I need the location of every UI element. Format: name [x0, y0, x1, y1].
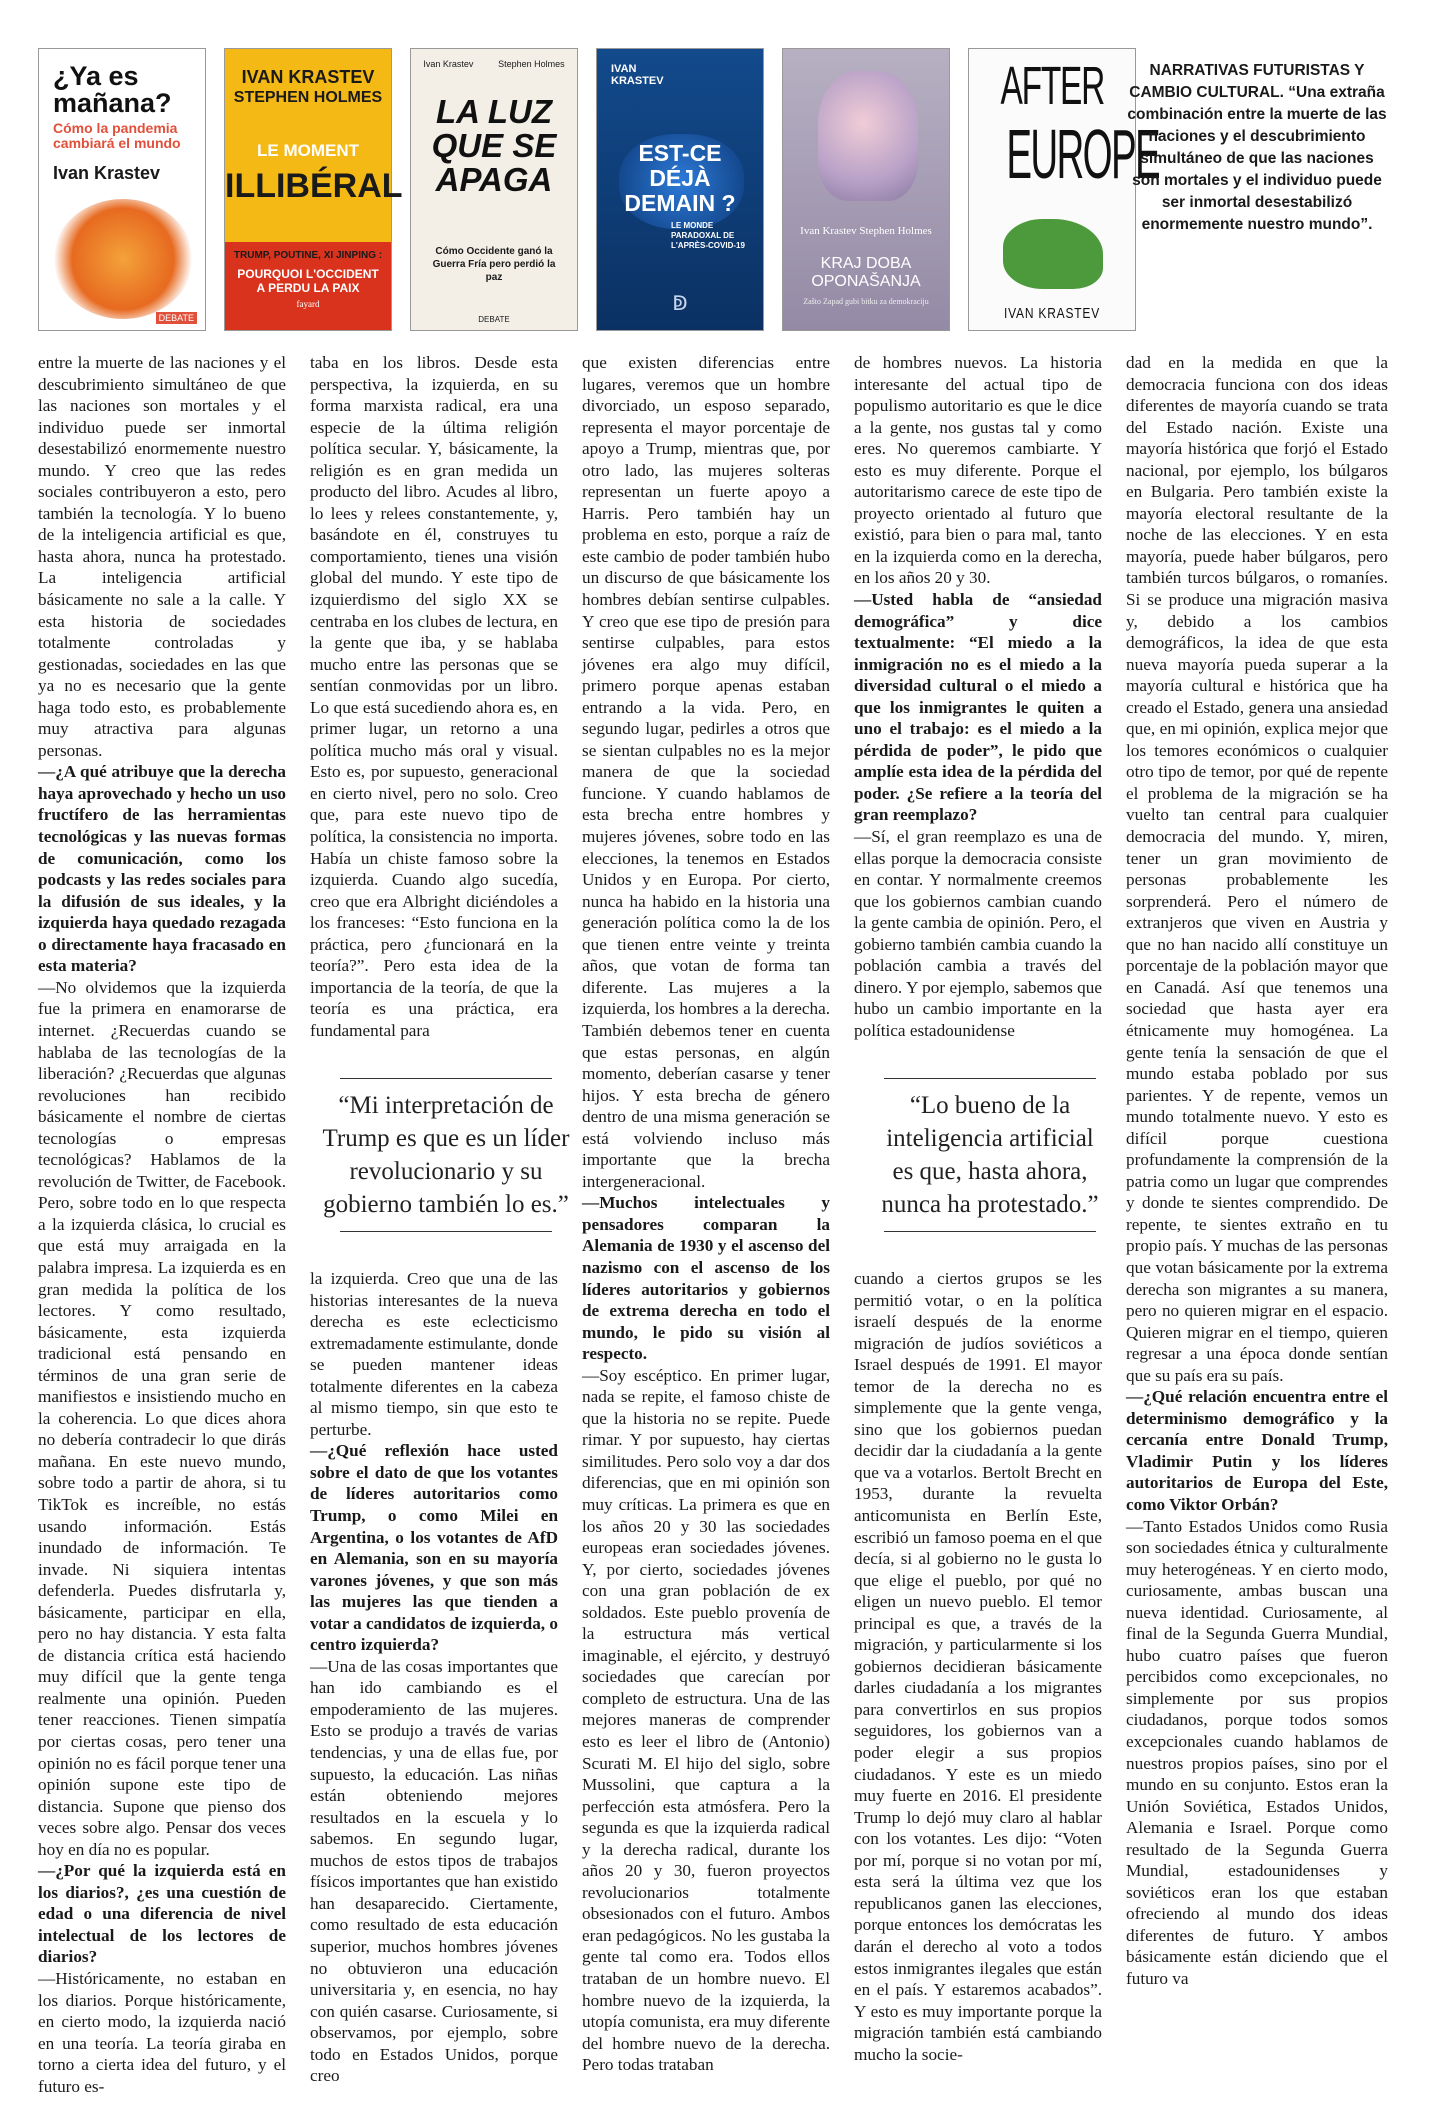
- column-2-top: [310, 352, 558, 1042]
- book-subtitle-1: TRUMP, POUTINE, XI JINPING :: [233, 250, 383, 261]
- book-author: Ivan Krastev: [53, 163, 161, 183]
- europe-map-illustration: [1003, 219, 1103, 289]
- book-title: EST-CE DÉJÀ DEMAIN ?: [624, 140, 736, 216]
- paragraph: —Una de las cosas importantes que han ido cambiando es el empoderamiento de las mujeres. Esto se produjo a través de varias tendencias, y una de ellas fue, por supuesto, la educación. Las niñas están obteniendo mejores resultados en la escuela y lo sabemos. En segundo lugar, muchos de estos tipos de trabajos físicos importantes que han existido han desaparecido. Ciertamente, como resultado de esta educación superior, muchos hombres jóvenes no obtuvieron una educación universitaria y, en esencia, no hay con quién casarse. Curiosamente, si observamos, por ejemplo, sobre todo en Estados Unidos, porque creo: [310, 1656, 558, 2086]
- book-author-1: IVAN KRASTEV: [241, 67, 375, 87]
- book-author: IVAN KRASTEV: [1003, 305, 1101, 322]
- book-cover-kraj-doba-oponasanja: [782, 48, 950, 331]
- column-5: [1126, 352, 1388, 1990]
- question: —¿A qué atribuye que la derecha haya aprovechado y hecho un uso fructífero de las herramientas tecnológicas y las nuevas formas de comunicación, como los podcasts y las redes sociales para la difusión de sus ideales, y la izquierda haya quedado rezagada o directamente haya fracasado en esta materia?: [38, 762, 286, 976]
- sun-illustration: [53, 199, 193, 319]
- book-author-1: Ivan Krastev: [423, 59, 474, 69]
- publisher-logo: fayard: [296, 299, 320, 309]
- paragraph: la izquierda. Creo que una de las historias interesantes de la nueva derecha es este eclecticismo extremadamente estimulante, donde se pueden mantener ideas totalmente diferentes en la cabeza al mismo tiempo, sin que esto te perturbe.: [310, 1269, 558, 1439]
- question: —Usted habla de “ansiedad demográfica” y dice textualmente: “El miedo a la inmigración no es el miedo a la diversidad cultural o el miedo a que los inmigrantes le quiten a uno el trabajo: es el miedo a la pérdida de poder”, le pido que amplíe esta idea de la pérdida del poder. ¿Se refiere a la teoría del gran reemplazo?: [854, 590, 1102, 825]
- book-author-2: STEPHEN HOLMES: [233, 89, 383, 106]
- statue-bust-illustration: [818, 71, 918, 201]
- book-title: ¿Ya es mañana?: [53, 61, 172, 118]
- paragraph: de hombres nuevos. La historia interesante del actual tipo de populismo autoritario es que le dice a la gente, nos gustas tal y como eres. No queremos cambiarte. Y esto es muy diferente. Porque el autoritarismo carece de este tipo de proyecto orientado al futuro que existió, para bien o para mal, tanto en la izquierda como en la derecha, en los años 20 y 30.: [854, 353, 1102, 588]
- column-3: [582, 352, 830, 2076]
- red-band: [225, 242, 391, 330]
- book-authors: Ivan Krastev Stephen Holmes: [800, 225, 932, 237]
- book-cover-est-ce-deja-demain: [596, 48, 764, 331]
- paragraph: —Soy escéptico. En primer lugar, nada se repite, el famoso chiste de que la historia no se repite. Puede rimar. Y por supuesto, hay ciertas similitudes. Pero solo voy a dar dos diferencias, que en mi opinión son muy críticas. La primera es que en los años 20 y 30 las sociedades europeas eran sociedades jóvenes. Y, por cierto, sociedades jóvenes con una gran población de ex soldados. Este pueblo provenía de la estructura más vertical imaginable, el ejército, y destruyó sociedades que carecían por completo de estructura. Una de las mejores maneras de comprender esto es leer el libro de (Antonio) Scurati M. El hijo del siglo, sobre Mussolini, que captura a la perfección esta atmósfera. Pero la segunda es que la izquierda radical y la derecha radical, durante los años 20 y 30, fueron proyectos revolucionarios totalmente obsesionados con el futuro. Ambos eran pedagógicos. No les gustaba la gente tal como era. Todos ellos trataban de un hombre nuevo. El hombre nuevo de la izquierda, la utopía comunista, era muy diferente del hombre nuevo de la derecha. Pero todas trataban: [582, 1365, 830, 2075]
- book-cover-la-luz-que-se-apaga: [410, 48, 578, 331]
- paragraph: cuando a ciertos grupos se les permitió votar, o en la política israelí después de la enorme migración de judíos soviéticos a Israel después de 1991. El mayor temor de la derecha no es simplemente que la gente venga, sino que los gobiernos puedan decidir dar la ciudadanía a la gente que va a votarlos. Bertolt Brecht en 1953, durante la revuelta anticomunista en Berlín Este, escribió un famoso poema en el que decía, si al gobierno no le gusta lo que elige el pueblo, por qué no eligen un nuevo pueblo. El temor principal es que, a través de la migración, y particularmente si los gobiernos decidieran básicamente darles ciudadanía a los migrantes para convertirlos en sus propios seguidores, los gobiernos van a poder elegir a sus propios ciudadanos. Y este es un miedo muy fuerte en 2016. El presidente Trump lo dejó muy claro al hablar con los votantes. Les dijo: “Voten por mí, porque si no votan por mí, esta será la última vez que los republicanos ganen las elecciones, porque entonces los demócratas les darán el derecho al voto a todos estos inmigrantes ilegales que están en el país. Y estaremos acabados”. Y esto es muy importante porque la migración también está cambiando mucho la socie-: [854, 1269, 1102, 2064]
- pull-quote-trump: [310, 1078, 582, 1232]
- book-title: KRAJ DOBA OPONAŠANJA: [811, 255, 921, 290]
- book-subtitle: LE MONDE PARADOXAL DE L'APRÈS-COVID-19: [671, 221, 745, 250]
- book-subtitle: Cómo la pandemia cambiará el mundo: [53, 120, 181, 151]
- paragraph: —Sí, el gran reemplazo es una de ellas porque la democracia consiste en contar. Y normalmente creemos que los gobiernos cambian cuando la gente cambia de opinión. Pero, el gobierno también cambia cuando la población cambia a través del dinero. Y por ejemplo, sabemos que hubo un cambio importante en la política estadounidense: [854, 827, 1102, 1040]
- paragraph: entre la muerte de las naciones y el descubrimiento simultáneo de que las naciones son mortales y el individuo puede ser inmortal desestabilizó enormemente nuestro mundo. Y creo que las redes sociales contribuyeron a esto, pero también la tecnología. Y lo bueno de la inteligencia artificial es que, hasta ahora, nunca ha protestado. La inteligencia artificial básicamente no sale a la calle. Y esta historia de sociedades totalmente controladas y gestionadas, sociedades en las que ya no es necesario que la gente haga todo esto, es probablemente muy atractiva para algunas personas.: [38, 353, 286, 760]
- paragraph: dad en la medida en que la democracia funciona con dos ideas diferentes de mayoría cuando se trata del Estado nación. Existe una mayoría histórica que forjó el Estado nacional, por ejemplo, los búlgaros en Bulgaria. Pero también existe la mayoría electoral resultante de la noche de las elecciones. Y en esta mayoría, puede haber búlgaros, pero también turcos búlgaros, o romaníes. Si se produce una migración masiva y, debido a los cambios demográficos, la idea de que esta nueva mayoría pueda superar a la mayoría cultural e histórica que ha creado el Estado, genera una ansiedad que, en mi opinión, explica mejor que los temores económicos o cualquier otro tipo de temor, por qué de repente el problema de la migración se ha vuelto tan central para cualquier democracia del mundo. Y, miren, tener un gran movimiento de personas probablemente les sorprenderá. Pero el número de extranjeros que viven en Austria y que no han nacido allí constituye un porcentaje de la población mayor que en Canadá. Así que tenemos una sociedad que hasta ayer era étnicamente muy homogénea. La gente tenía la sensación de que el mundo estaba poblado por sus parientes. Y de repente, vemos un mundo totalmente nuevo. Y esto es difícil porque cuestiona profundamente la comprensión de la patria como un lugar que comprendes y donde te sientes comprendido. De repente, te sientes extraño en tu propio país. Y muchas de las personas que votan básicamente por la extrema derecha son migrantes a su manera, pero no quieren migrar en el espacio. Quieren migrar en el tiempo, quieren regresar a una época donde sentían que su país era su país.: [1126, 353, 1388, 1385]
- book-title-2: EUROPE: [1006, 115, 1160, 193]
- question: —¿Qué relación encuentra entre el determinismo demográfico y la cercanía entre Donald Trump, Vladimir Putin y los líderes autoritarios de Europa del Este, como Viktor Orbán?: [1126, 1387, 1388, 1514]
- book-title-top: LE MOMENT: [257, 141, 359, 160]
- column-1: [38, 352, 286, 2097]
- photo-caption: NARRATIVAS FUTURISTAS Y CAMBIO CULTURAL. “Una extraña combinación entre la muerte de las naciones y el descubrimiento simultáneo de que las naciones son mortales y el individuo puede ser inmortal desestabilizó enormemente nuestro mundo”.: [1127, 62, 1387, 233]
- column-4-top: [854, 352, 1102, 1042]
- book-subtitle: Cómo Occidente ganó la Guerra Fría pero perdió la paz: [432, 246, 556, 283]
- question: —¿Qué reflexión hace usted sobre el dato de que los votantes de líderes autoritarios como Trump, o como Milei en Argentina, o los votantes de AfD en Alemania, son en su mayoría varones jóvenes, y que son más las mujeres las que tienden a votar a candidatos de izquierda, o centro izquierda?: [310, 1441, 558, 1655]
- book-cover-moment-illiberal: [224, 48, 403, 331]
- paragraph: taba en los libros. Desde esta perspectiva, la izquierda, en su forma marxista radical, era una especie de la última religión política secular. Y, básicamente, la religión es en gran medida un producto del libro. Acudes al libro, lo lees y relees constantemente, y, basándote en él, construyes tu comportamiento, tienes una visión global del mundo. Y este tipo de izquierdismo del siglo XX se centraba en los clubes de lectura, en la gente que iba, y se hablaba mucho entre las personas que se sentían conmovidas por un libro. Lo que está sucediendo ahora es, en primer lugar, un retorno a una política mucho más oral y visual. Esto es, por supuesto, generacional en cierto nivel, pero no solo. Creo que, para este nuevo tipo de política, la consistencia no importa. Había un chiste famoso sobre la izquierda. Cuando algo sucedía, creo que era Albright diciéndoles a los franceses: “Esto funciona en la práctica, pero ¿funcionará en la teoría?”. Pero esta idea de la importancia de la teoría, de que la teoría es una práctica, era fundamental para: [310, 353, 558, 1040]
- paragraph: que existen diferencias entre lugares, veremos que un hombre divorciado, un esposo separado, representa el mayor porcentaje de apoyo a Trump, mientras que, por otro lado, las mujeres solteras representan un fuerte apoyo a Harris. Pero también hay un problema en esto, porque a raíz de este cambio de poder también hubo un discurso de que básicamente los hombres debían sentirse culpables. Y creo que ese tipo de presión para sentirse culpables, para estos jóvenes era algo muy difícil, primero porque apenas estaban entrando a la vida. Pero, en segundo lugar, pedirles a otros que se sientan culpables no es la mejor manera de que la sociedad funcione. Y cuando hablamos de esta brecha entre hombres y mujeres jóvenes, sobre todo en las elecciones, la tenemos en Estados Unidos y en Europa. Por cierto, nunca ha habido en la historia una generación política como la de los que tienen entre veinte y treinta años, que votan de forma tan diferente. Las mujeres a la izquierda, los hombres a la derecha. También debemos tener en cuenta que estas personas, en algún momento, deberían casarse y tener hijos. Y esta brecha de género dentro de una misma generación se está volviendo incluso más importante que la brecha intergeneracional.: [582, 353, 830, 1191]
- publisher-logo-icon: ↁ: [672, 293, 688, 315]
- paragraph: —Históricamente, no estaban en los diarios. Porque históricamente, en cierto modo, la izquierda nació en una teoría. La teoría giraba en torno a cierta idea del futuro, y el futuro es-: [38, 1969, 286, 2096]
- publisher-logo: DEBATE: [156, 312, 197, 324]
- book-cover-after-europe: [968, 48, 1160, 331]
- pull-quote-text: “Mi interpretación de Trump es que es un líder revolucionario y su gobierno también lo es.”: [322, 1092, 570, 1218]
- book-title-main: ILLIBÉRAL: [225, 167, 403, 205]
- pull-quote-ai: [854, 1078, 1126, 1232]
- question: —¿Por qué la izquierda está en los diarios?, ¿es una cuestión de edad o una diferencia de nivel intelectual de los lectores de diarios?: [38, 1861, 286, 1967]
- paragraph: —No olvidemos que la izquierda fue la primera en enamorarse de internet. ¿Recuerdas cuando se hablaba de las tecnologías de la liberación? ¿Recuerdas que algunas revoluciones han recibido básicamente el nombre de ciertas tecnologías o empresas tecnológicas? Hablamos de la revolución de Twitter, de Facebook. Pero, sobre todo en lo que respecta a la izquierda clásica, lo crucial es que está muy arraigada en la palabra impresa. La izquierda es en gran medida la política de los lectores. Y como resultado, básicamente, esta izquierda tradicional está pensando en términos de una gran serie de manifiestos e insistiendo mucho en la coherencia. Lo que dices ahora no debería contradecir lo que dirás mañana. En este nuevo mundo, sobre todo a partir de ahora, si tu TikTok es increíble, no estás usando información. Estás inundado de información. Te invade. Ni siquiera intentas defenderla. Puedes disfrutarla y, básicamente, participar en ella, pero no hay distancia. Y esta falta de distancia crítica está haciendo muy difícil que la gente tenga realmente una opinión. Pueden tener reacciones. Tienen simpatía por ciertas cosas, pero tener una opinión no es fácil porque tener una opinión supone este tipo de distancia. Supone que pienso dos veces sobre algo. Pensar dos veces hoy en día no es popular.: [38, 977, 286, 1859]
- publisher-logo: DEBATE: [478, 315, 510, 324]
- column-4-bottom: [854, 1268, 1102, 2065]
- book-author-2: Stephen Holmes: [498, 59, 565, 69]
- rule-bottom: [884, 1231, 1096, 1232]
- book-title-1: AFTER: [1000, 56, 1105, 116]
- column-2-bottom: [310, 1268, 558, 2087]
- rule-bottom: [340, 1231, 552, 1232]
- pull-quote-text: “Lo bueno de la inteligencia artificial es que, hasta ahora, nunca ha protestado.”: [881, 1092, 1099, 1218]
- paragraph: —Tanto Estados Unidos como Rusia son sociedades étnica y culturalmente muy heterogéneas. Y en cierto modo, curiosamente, ambas buscan una nueva identidad. Curiosamente, al final de la Segunda Guerra Mundial, hubo cuatro países que fueron percibidos como excepcionales, no simplemente por sus propios ciudadanos, porque todos somos excepcionales cuando hablamos de nuestros propios países, sino por el mundo en su conjunto. Estos eran la Unión Soviética, Estados Unidos, Alemania e Israel. Porque como resultado de la Segunda Guerra Mundial, estadounidenses y soviéticos eran los que estaban ofreciendo al mundo dos ideas diferentes de futuro. Y ambos básicamente están diciendo que el futuro va: [1126, 1516, 1388, 1989]
- book-author: IVAN KRASTEV: [611, 63, 664, 87]
- book-subtitle: Zašto Zapad gubi bitku za demokraciju: [803, 297, 929, 306]
- book-title: LA LUZ QUE SE APAGA: [431, 93, 557, 198]
- book-cover-ya-es-manana: [38, 48, 206, 331]
- question: —Muchos intelectuales y pensadores comparan la Alemania de 1930 y el ascenso del nazismo con el ascenso de los líderes autoritarios y gobiernos de extrema derecha en todo el mundo, le pido su visión al respecto.: [582, 1193, 830, 1364]
- book-subtitle-2: POURQUOI L'OCCIDENT A PERDU LA PAIX: [237, 267, 379, 295]
